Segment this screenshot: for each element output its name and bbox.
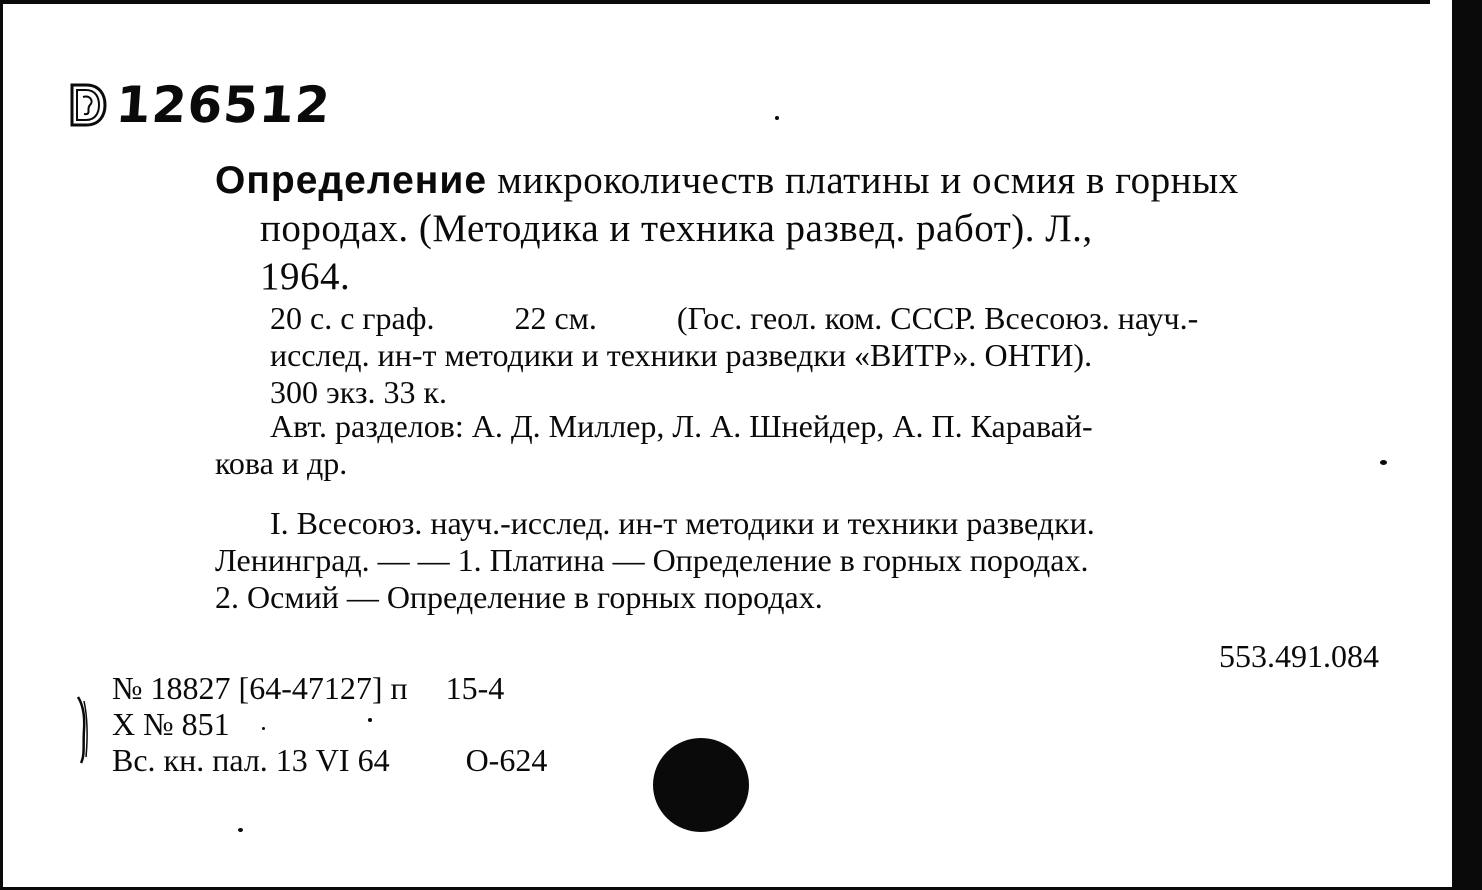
imprint-line-2: Х № 851 [112,706,230,742]
card-edge-left [0,0,3,890]
description-line-2: исслед. ин-т методики и техники разведки «ВИТР». ОНТИ). [270,337,1093,373]
tracing-line-1: I. Всесоюз. науч.-исслед. ин-т методики и техники разведки. [270,505,1095,541]
D-stamp-icon [68,81,108,129]
speck [775,116,779,120]
publication-year: 1964. [260,255,351,298]
imprint-line-1 [112,670,547,706]
description-line-1 [270,300,1380,337]
ink-blot-icon [653,738,749,832]
speck [368,718,372,722]
card-code: О-624 [465,742,548,778]
description-line-3: 300 экз. 33 к. [270,374,448,410]
tracing-line-3: 2. Осмий — Определение в горных породах. [215,579,823,615]
tracing-line-2: Ленинград. — — 1. Платина — Определение в горных породах. [215,542,1089,578]
call-number-text: 126512 [113,76,333,134]
authors-note [215,408,1385,482]
series-statement: (Гос. геол. ком. СССР. Всесоюз. науч.- [676,300,1199,336]
pagination: 20 с. с граф. [270,300,435,336]
speck [262,727,265,730]
speck [1380,460,1387,465]
card-edge-right [1452,0,1482,890]
card-edge-top [0,0,1430,4]
title-statement [215,157,1385,301]
authors-line-1: Авт. разделов: А. Д. Миллер, Л. А. Шнейдер, А. П. Каравай- [270,408,1093,444]
udc-classification: 553.491.084 [1219,638,1379,674]
title-line-2 [215,205,1385,253]
dimensions: 22 см. [514,300,597,336]
speck [238,828,243,832]
order-number: № 18827 [64-47127] п [112,670,408,706]
authors-line-2: кова и др. [215,445,348,481]
title-line-1-rest: микроколичеств платины и осмия в горных [497,159,1239,202]
subject-tracings [215,505,1380,616]
bracket-mark-icon [75,695,91,765]
physical-description [270,300,1380,411]
imprint-line-3 [112,742,547,778]
imprint-block [112,670,547,778]
title-bold-lead: Определение [215,159,488,202]
call-number [68,70,331,140]
publication-place: Л., [1045,207,1093,250]
title-line-2-main: породах. (Методика и техника развед. работ). [260,207,1035,250]
chamber-date: Вс. кн. пал. 13 VI 64 [112,742,390,778]
order-suffix: 15-4 [445,670,505,706]
title-line-1 [215,157,1385,205]
